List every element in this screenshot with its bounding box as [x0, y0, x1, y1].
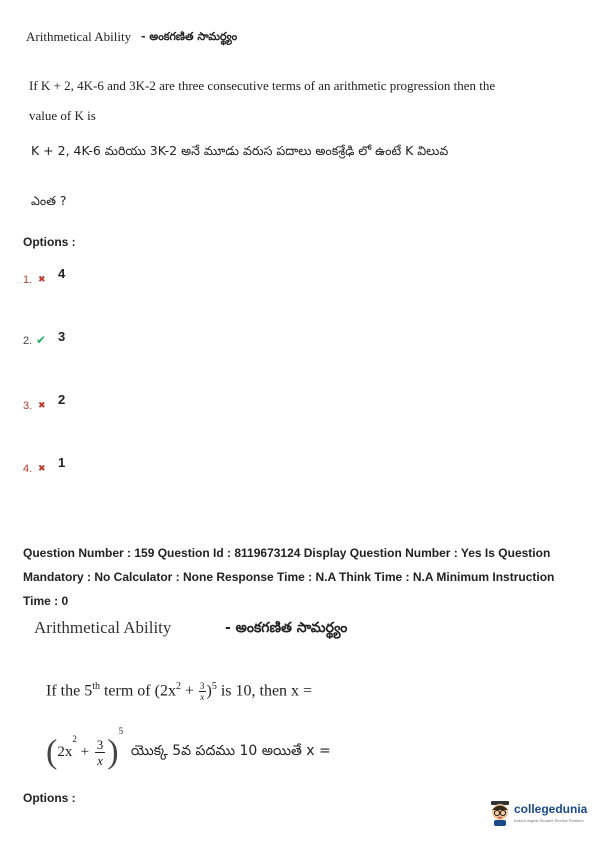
q2-te-plus: + — [76, 744, 93, 761]
fraction-denominator: x — [200, 692, 205, 703]
q2-en-square: 2 — [175, 681, 181, 692]
q2-en-fraction — [199, 681, 206, 702]
q1-subject-telugu: - అంకగణిత సామర్థ్యం — [141, 30, 238, 43]
q2-question-te — [46, 726, 331, 772]
option-value: 4 — [58, 266, 66, 281]
wrong-mark-icon: ✖ — [38, 401, 46, 411]
fraction-numerator: 3 — [96, 737, 104, 753]
q2-te-text: యొక్క 5వ పదము 10 అయితే x = — [130, 743, 331, 760]
q2-en-prefix: If the 5 — [46, 682, 93, 700]
option-number: 4. — [23, 463, 33, 475]
option-value: 1 — [58, 455, 66, 470]
q2-te-power: 5 — [118, 726, 124, 736]
q2-te-fraction — [95, 737, 106, 768]
option-number: 3. — [23, 400, 33, 412]
fraction-numerator: 3 — [200, 681, 205, 692]
q1-question-en-line2: value of K is — [29, 108, 96, 123]
option-value: 3 — [58, 329, 66, 344]
q1-question-te-line2: ఎంత ? — [31, 193, 67, 208]
fraction-denominator: x — [97, 753, 103, 769]
brand-name: collegedunia — [514, 802, 588, 816]
option-number: 1. — [23, 274, 33, 286]
wrong-mark-icon: ✖ — [38, 464, 46, 474]
correct-check-icon: ✔ — [36, 333, 47, 347]
brand-tagline: India's largest Student Review Platform — [514, 818, 584, 823]
option-number: 2. — [23, 335, 33, 347]
q2-question-en — [46, 681, 312, 702]
q2-te-expr-a: 2x — [57, 744, 73, 761]
q1-subject: Arithmetical Ability — [26, 29, 132, 44]
q2-options-label: Options : — [23, 791, 76, 805]
right-paren: ) — [107, 733, 119, 771]
q2-en-sup: th — [92, 681, 100, 692]
q2-en-close: ) — [206, 682, 212, 700]
question-meta: Question Number : 159 Question Id : 8119673124 Display Question Number : Yes Is Question Mandatory : No Calculator : None Response Time : N.A Think Time : N.A Minimum Instruction Time : 0 — [23, 546, 555, 608]
left-paren: ( — [46, 733, 58, 771]
option-value: 2 — [58, 392, 66, 407]
q2-en-power: 5 — [211, 681, 217, 692]
wrong-mark-icon: ✖ — [38, 275, 46, 285]
collegedunia-mascot-icon — [488, 799, 512, 827]
q2-te-square: 2 — [72, 734, 77, 744]
q2-en-mid: term of (2x — [99, 682, 176, 700]
q2-subject-telugu: - అంకగణిత సామర్థ్యం — [225, 620, 348, 636]
q1-options-label: Options : — [23, 235, 76, 249]
q2-subject: Arithmetical Ability — [34, 618, 172, 637]
q1-question-en-line1: If K + 2, 4K-6 and 3K-2 are three consecutive terms of an arithmetic progression then the — [29, 78, 496, 93]
q1-question-te-line1: K + 2, 4K-6 మరియు 3K-2 అనే మూడు వరుస పదాలు అంకశ్రేఢి లో ఉంటే K విలువ — [31, 143, 449, 158]
q2-en-plus: + — [180, 682, 198, 700]
q2-en-suffix: is 10, then x = — [216, 682, 313, 700]
